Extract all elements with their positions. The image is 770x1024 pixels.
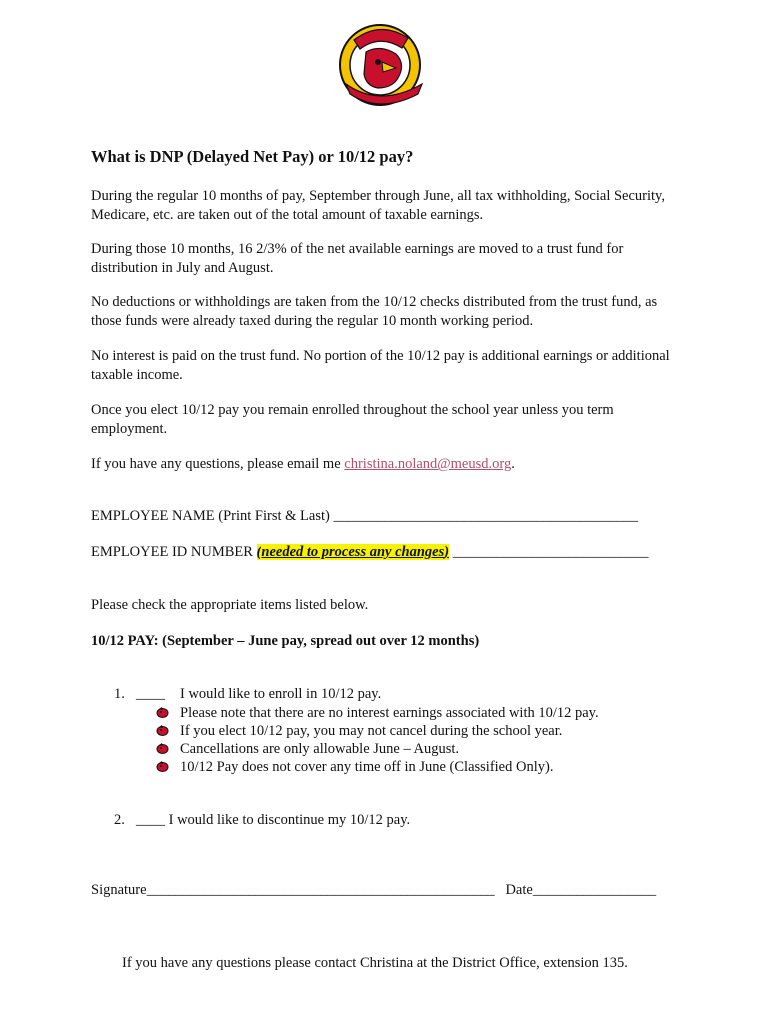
option-discontinue [114,812,410,829]
paragraph-questions [91,455,681,474]
bird-bullet-icon [156,761,169,772]
option-enroll [114,686,381,703]
list-item [156,740,599,758]
questions-text: If you have any questions, please email me [91,456,345,472]
date-line[interactable]: _________________ [532,882,657,898]
enroll-notes-list [156,704,599,776]
id-note-highlight: needed to process any changes [261,544,445,560]
option-2-text: I would like to discontinue my 10/12 pay. [168,812,411,828]
list-item [156,758,599,776]
date-label: Date [505,882,533,898]
signature-line[interactable]: ________________________________________________ [146,882,495,898]
paragraph-trust-fund: During those 10 months, 16 2/3% of the net available earnings are moved to a trust fund for distribution in July and August. [91,241,624,276]
paragraph-no-deductions: No deductions or withholdings are taken from the 10/12 checks distributed from the trust fund, as those funds were already taxed during the regular 10 month working period. [91,294,658,329]
page-title: What is DNP (Delayed Net Pay) or 10/12 pay? [91,147,414,166]
questions-period: . [511,456,515,472]
signature-row [91,882,656,899]
footer-contact: If you have any questions please contact Christina at the District Office, extension 135. [122,955,628,971]
section-heading: 10/12 PAY: (September – June pay, spread out over 12 months) [91,633,480,649]
school-logo [336,22,432,108]
instructions-text: Please check the appropriate items listed below. [91,597,369,613]
signature-label: Signature [91,882,147,898]
id-note-open: ( [256,544,262,560]
option-2-number: 2. [114,812,125,828]
employee-id-label: EMPLOYEE ID NUMBER [91,544,253,560]
list-item [156,704,599,722]
employee-id-line[interactable]: ___________________________ [452,544,649,560]
bullet-text: 10/12 Pay does not cover any time off in June (Classified Only). [180,759,554,775]
employee-name-line[interactable]: __________________________________________ [333,508,638,524]
employee-name-label: EMPLOYEE NAME (Print First & Last) [91,508,330,524]
paragraph-no-interest: No interest is paid on the trust fund. No portion of the 10/12 pay is additional earnings or additional taxable income. [91,348,670,383]
id-note-close: ) [444,544,450,560]
employee-id-field [91,544,648,561]
bird-bullet-icon [156,707,169,718]
list-item [156,722,599,740]
paragraph-tax-withholding: During the regular 10 months of pay, September through June, all tax withholding, Social Security, Medicare, etc. are taken out of the total amount of taxable earnings. [91,188,665,223]
bird-bullet-icon [156,743,169,754]
bullet-text: Cancellations are only allowable June – August. [180,741,460,757]
bullet-text: Please note that there are no interest earnings associated with 10/12 pay. [180,705,599,721]
bird-bullet-icon [156,725,169,736]
paragraph-enrollment: Once you elect 10/12 pay you remain enrolled throughout the school year unless you term employment. [91,402,614,437]
option-1-number: 1. [114,686,125,702]
employee-name-field [91,508,638,525]
option-2-checkbox-line[interactable]: ____ [136,812,165,828]
option-1-text: I would like to enroll in 10/12 pay. [180,686,382,702]
option-1-checkbox-line[interactable]: ____ [136,686,165,702]
bullet-text: If you elect 10/12 pay, you may not cancel during the school year. [180,723,563,739]
email-link[interactable]: christina.noland@meusd.org [344,456,512,472]
